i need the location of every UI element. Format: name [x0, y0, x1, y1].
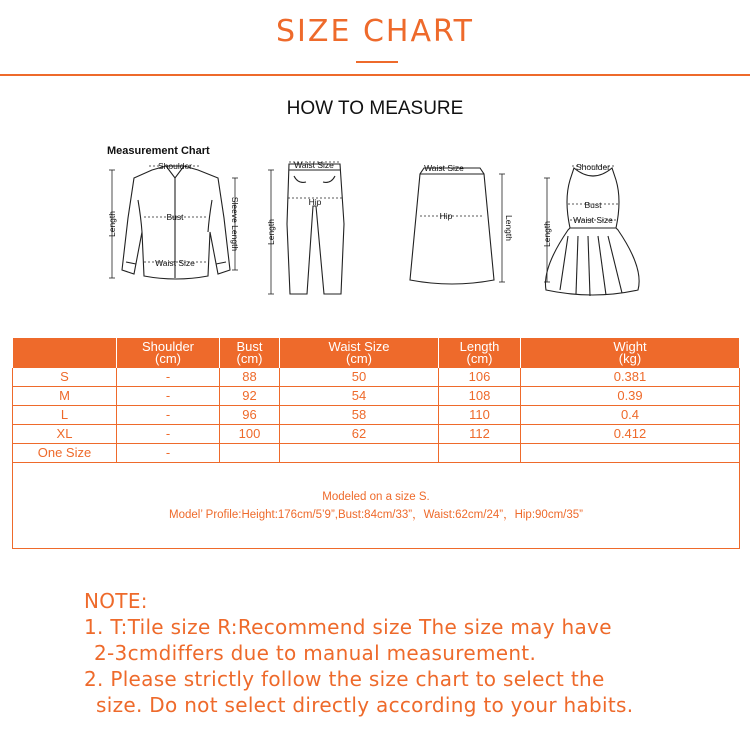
- size-table: [12, 338, 740, 549]
- skirt-waist-label: Waist Size: [424, 163, 464, 173]
- cell-size: M: [13, 387, 117, 406]
- measurement-chart-label: Measurement Chart: [107, 145, 210, 157]
- cell-shoulder: -: [117, 387, 220, 406]
- shirt-shoulder-label: Shoulder: [157, 161, 193, 171]
- cell-bust: 92: [220, 387, 280, 406]
- cell-weight: [521, 444, 740, 463]
- cell-waist: 50: [280, 368, 439, 387]
- cell-length: [439, 444, 521, 463]
- header-bust: Bust (cm): [220, 338, 280, 368]
- shirt-diagram: [104, 158, 246, 290]
- dress-shoulder-label: Shoulder: [575, 162, 611, 172]
- cell-shoulder: -: [117, 425, 220, 444]
- table-row: [13, 368, 740, 387]
- note-line-4: size. Do not select directly according to your habits.: [96, 693, 634, 717]
- dress-length-label: Length: [542, 221, 552, 247]
- pants-diagram: [262, 158, 357, 298]
- cell-size: One Size: [13, 444, 117, 463]
- cell-length: 110: [439, 406, 521, 425]
- table-row: [13, 406, 740, 425]
- cell-length: 106: [439, 368, 521, 387]
- cell-bust: [220, 444, 280, 463]
- model-profile-text: Model’ Profile:Height:176cm/5’9”,Bust:84cm/33”，Waist:62cm/24”，Hip:90cm/35”: [169, 508, 583, 521]
- header-shoulder: Shoulder (cm): [117, 338, 220, 368]
- cell-weight: 0.381: [521, 368, 740, 387]
- model-info-cell: [13, 463, 740, 549]
- model-info-row: [13, 463, 740, 549]
- header-waist-size: Waist Size (cm): [280, 338, 439, 368]
- cell-shoulder: -: [117, 406, 220, 425]
- pants-length-label: Length: [266, 219, 276, 245]
- pants-waist-label: Waist Size: [294, 160, 334, 170]
- note-line-1: 1. T:Tile size R:Recommend size The size may have: [84, 615, 612, 639]
- cell-weight: 0.39: [521, 387, 740, 406]
- dress-waist-label: Waist Size: [573, 215, 613, 225]
- note-line-2: 2-3cmdiffers due to manual measurement.: [94, 641, 537, 665]
- cell-waist: [280, 444, 439, 463]
- skirt-hip-label: Hip: [439, 211, 453, 221]
- dress-icon: [536, 158, 646, 298]
- note-line-3: 2. Please strictly follow the size chart to select the: [84, 667, 605, 691]
- cell-bust: 96: [220, 406, 280, 425]
- note-block: [84, 588, 633, 718]
- shirt-bust-label: Bust: [166, 212, 184, 222]
- cell-shoulder: -: [117, 368, 220, 387]
- shirt-sleeve-label: Sleeve Length: [230, 196, 240, 252]
- section-subtitle: HOW TO MEASURE: [286, 98, 464, 119]
- table-row: [13, 444, 740, 463]
- cell-size: L: [13, 406, 117, 425]
- header-divider: [0, 74, 750, 76]
- header-weight: Wight (kg): [521, 338, 740, 368]
- model-size-text: Modeled on a size S.: [322, 490, 430, 503]
- cell-waist: 62: [280, 425, 439, 444]
- cell-weight: 0.412: [521, 425, 740, 444]
- pants-hip-label: Hip: [308, 197, 322, 207]
- skirt-icon: [400, 160, 516, 292]
- cell-size: S: [13, 368, 117, 387]
- table-row: [13, 387, 740, 406]
- note-heading: NOTE:: [84, 589, 148, 613]
- cell-waist: 54: [280, 387, 439, 406]
- title-underline: [356, 61, 398, 63]
- shirt-waist-label: Waist Size: [155, 258, 195, 268]
- cell-shoulder: -: [117, 444, 220, 463]
- dress-bust-label: Bust: [584, 200, 602, 210]
- cell-length: 108: [439, 387, 521, 406]
- header-length: Length (cm): [439, 338, 521, 368]
- shirt-length-label: Length: [107, 211, 117, 237]
- dress-diagram: [536, 158, 646, 298]
- cell-size: XL: [13, 425, 117, 444]
- cell-bust: 88: [220, 368, 280, 387]
- cell-length: 112: [439, 425, 521, 444]
- table-row: [13, 425, 740, 444]
- skirt-diagram: [400, 160, 516, 292]
- header-size: [13, 338, 117, 368]
- cell-weight: 0.4: [521, 406, 740, 425]
- shirt-icon: [104, 158, 246, 290]
- cell-bust: 100: [220, 425, 280, 444]
- pants-icon: [262, 158, 357, 298]
- cell-waist: 58: [280, 406, 439, 425]
- skirt-length-label: Length: [504, 215, 514, 241]
- table-header-row: [13, 338, 740, 368]
- page-title: SIZE CHART: [276, 14, 474, 49]
